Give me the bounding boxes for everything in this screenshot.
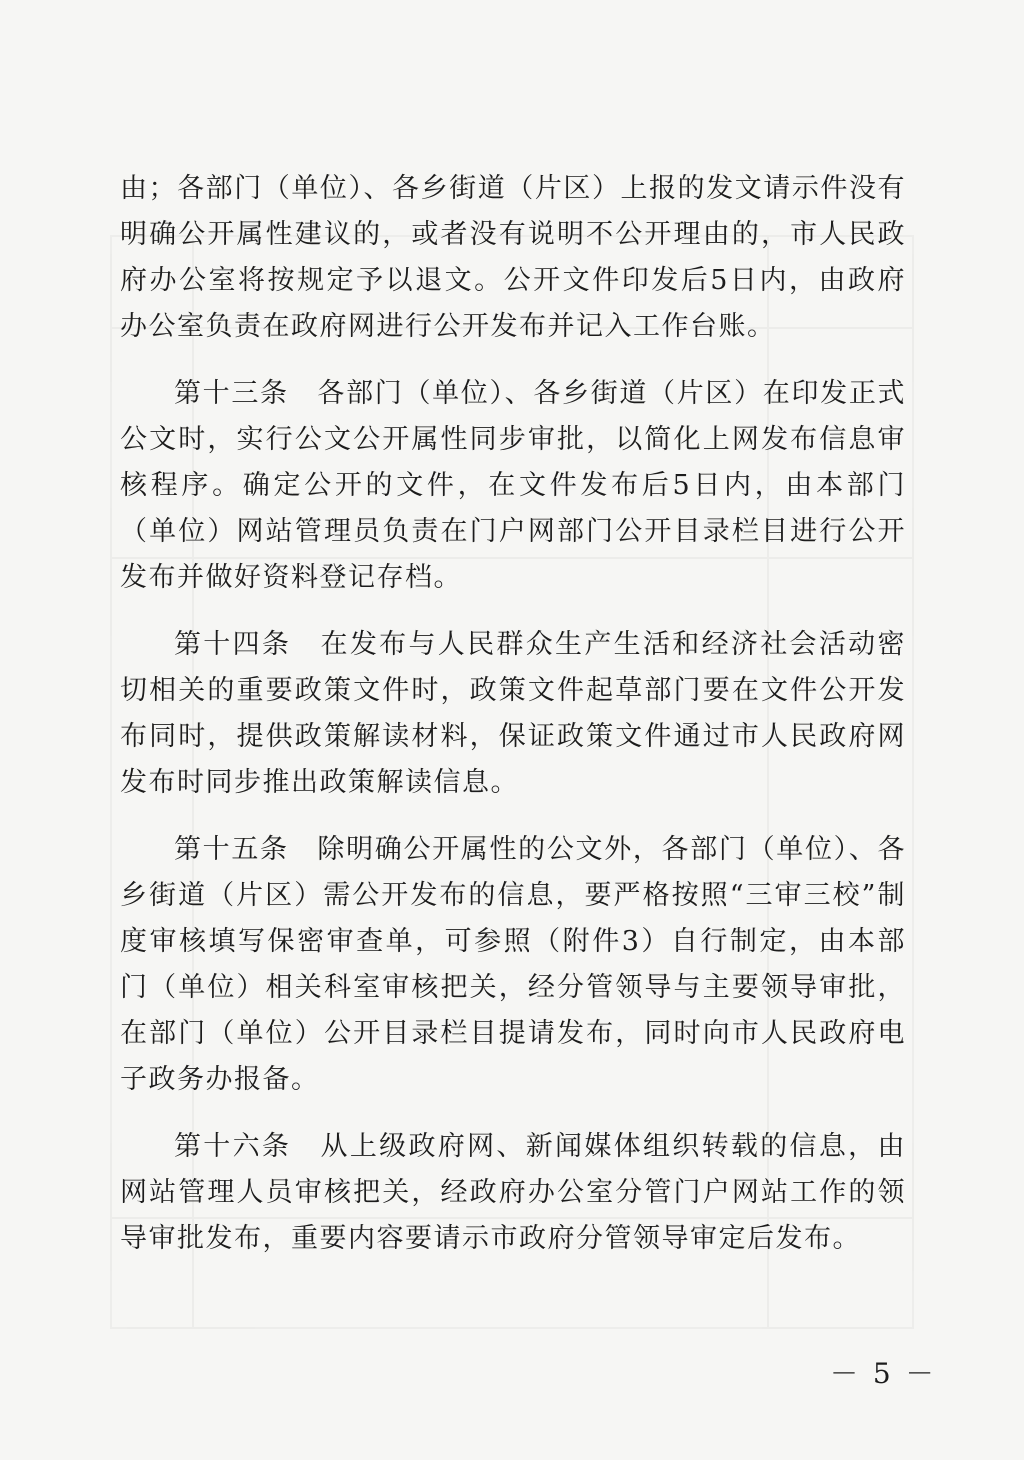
paragraph-article-15: 第十五条 除明确公开属性的公文外，各部门（单位）、各乡街道（片区）需公开发布的信息，要严格按照“三审三校”制度审核填写保密审查单，可参照（附件3）自行制定，由本部门（单位）相关科室审核把关，经分管领导与主要领导审批，在部门（单位）公开目录栏目提请发布，同时向市人民政府电子政务办报备。 [120, 834, 906, 1095]
paragraph-article-14: 第十四条 在发布与人民群众生产生活和经济社会活动密切相关的重要政策文件时，政策文件起草部门要在文件公开发布同时，提供政策解读材料，保证政策文件通过市人民政府网发布时同步推出政策解读信息。 [120, 629, 906, 798]
paragraph-article-16: 第十六条 从上级政府网、新闻媒体组织转载的信息，由网站管理人员审核把关，经政府办公室分管门户网站工作的领导审批发布，重要内容要请示市政府分管领导审定后发布。 [120, 1131, 906, 1254]
page-number: － 5 － [830, 1357, 937, 1390]
paragraph-article-13: 第十三条 各部门（单位）、各乡街道（片区）在印发正式公文时，实行公文公开属性同步审批，以简化上网发布信息审核程序。确定公开的文件，在文件发布后5日内，由本部门（单位）网站管理员负责在门户网部门公开目录栏目进行公开发布并做好资料登记存档。 [120, 378, 906, 593]
paragraph-continuation: 由；各部门（单位）、各乡街道（片区）上报的发文请示件没有明确公开属性建议的，或者没有说明不公开理由的，市人民政府办公室将按规定予以退文。公开文件印发后5日内，由政府办公室负责在政府网进行公开发布并记入工作台账。 [120, 173, 906, 342]
document-body [120, 166, 906, 1283]
